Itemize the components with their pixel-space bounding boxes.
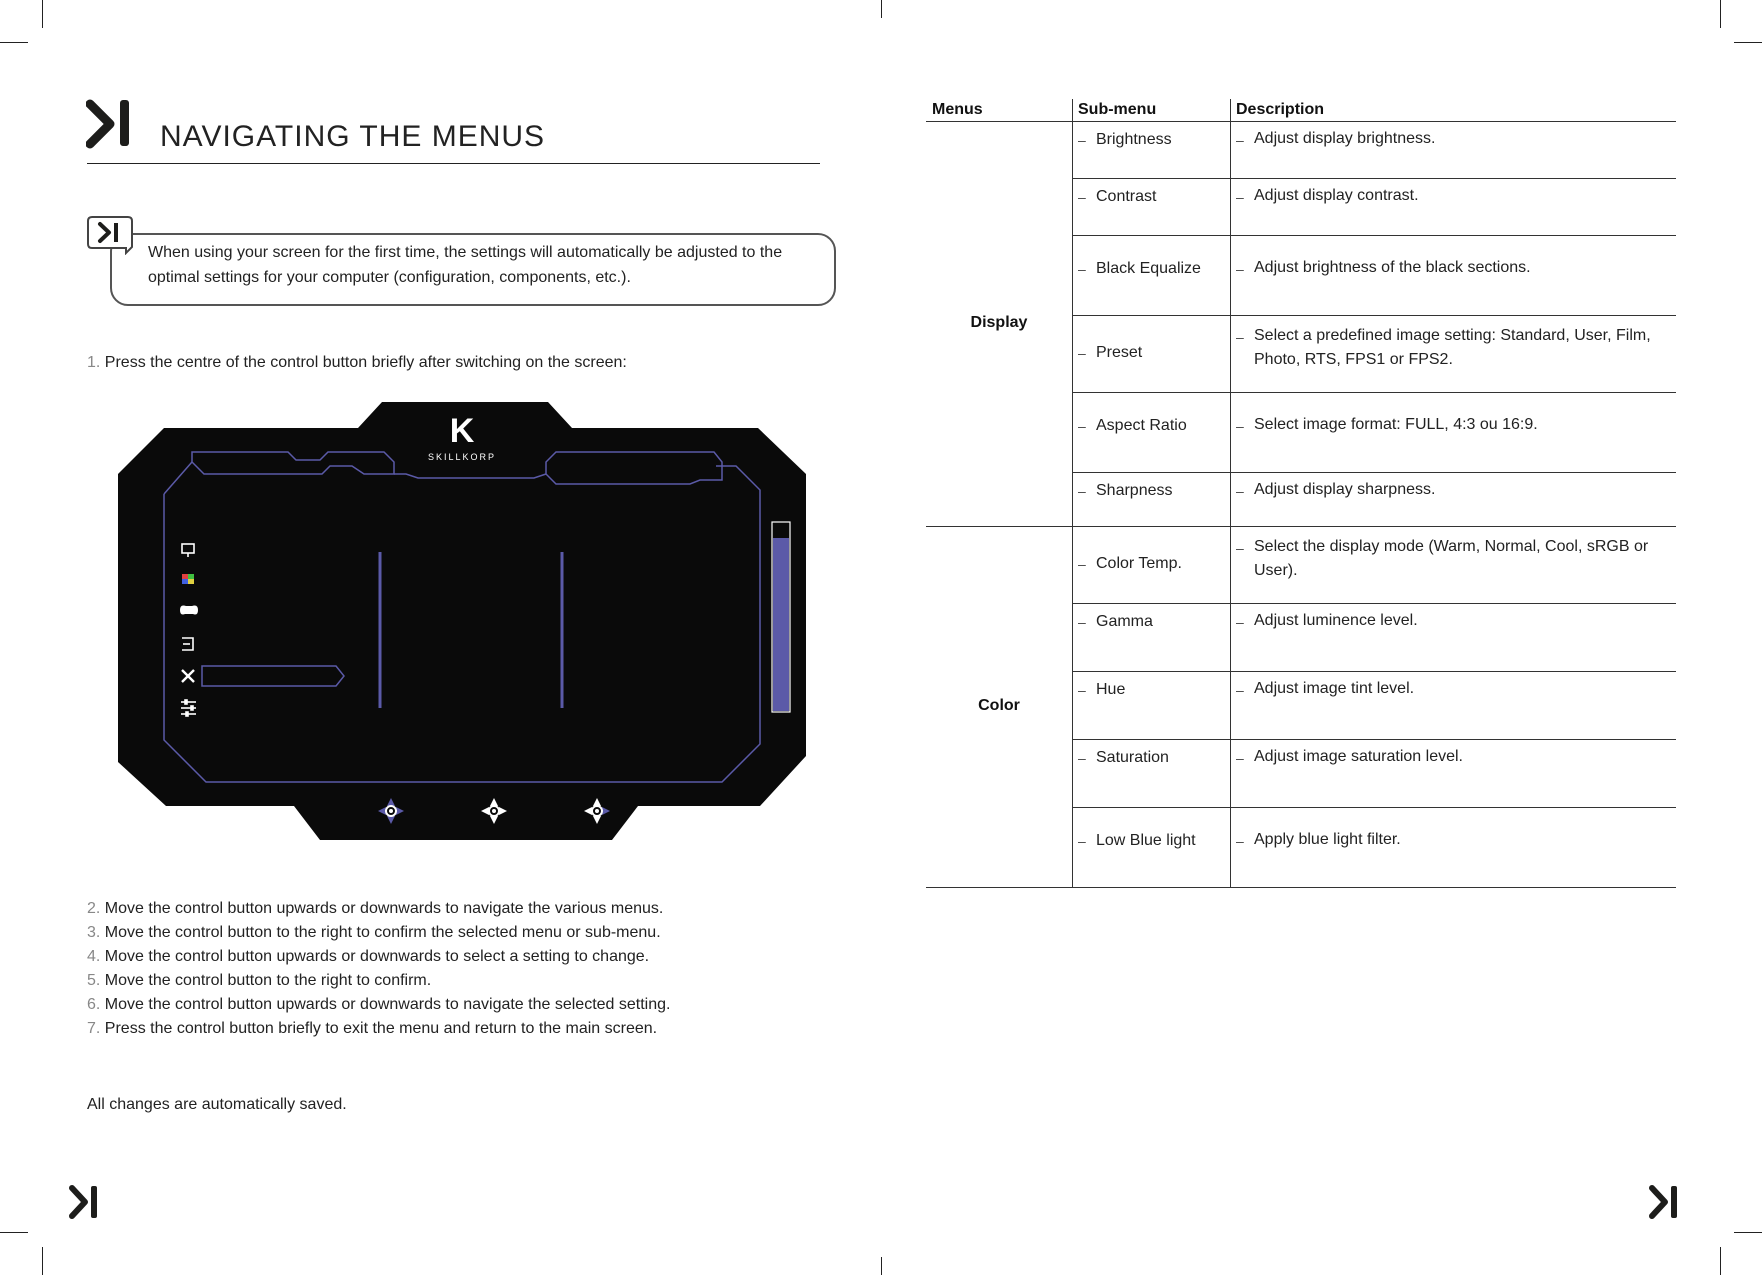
table-dash: – (1078, 833, 1086, 849)
crop-mark (881, 1257, 882, 1275)
table-dash: – (1236, 418, 1244, 434)
gamepad-icon (180, 606, 198, 615)
table-submenu-cell: Gamma (1096, 613, 1153, 630)
step-number: 2. (87, 900, 105, 917)
table-dash: – (1078, 189, 1086, 205)
table-submenu-cell: Low Blue light (1096, 832, 1196, 849)
page-title: NAVIGATING THE MENUS (160, 120, 546, 153)
table-submenu-cell: Color Temp. (1096, 555, 1182, 572)
step-text: Move the control button upwards or downwards to navigate the various menus. (104, 900, 664, 917)
table-dash: – (1236, 750, 1244, 766)
table-row-rule (1072, 739, 1676, 740)
table-row-rule (1072, 472, 1676, 473)
step-text: Press the centre of the control button briefly after switching on the screen: (104, 354, 627, 371)
brand-logo-icon (86, 98, 134, 150)
table-row-rule (1072, 671, 1676, 672)
osd-brand-name: SKILLKORP (427, 452, 497, 462)
crop-mark (881, 0, 882, 18)
step-number: 3. (87, 924, 105, 941)
crop-mark (1720, 0, 1721, 28)
table-submenu-cell: Hue (1096, 681, 1126, 698)
table-column-divider (1072, 99, 1073, 887)
table-dash: – (1078, 682, 1086, 698)
table-row-rule (1072, 392, 1676, 393)
table-description-cell: Select a predefined image setting: Standard, User, Film, Photo, RTS, FPS1 or FPS2. (1254, 327, 1651, 368)
step-text: Press the control button briefly to exit the menu and return to the main screen. (104, 1020, 658, 1037)
step-number: 5. (87, 972, 105, 989)
table-dash: – (1078, 345, 1086, 361)
sliders-icon (181, 700, 196, 716)
table-description-cell: Adjust display contrast. (1254, 187, 1419, 204)
table-dash: – (1078, 614, 1086, 630)
table-description-cell: Adjust luminence level. (1254, 612, 1418, 629)
table-submenu-cell: Brightness (1096, 131, 1172, 148)
table-dash: – (1078, 750, 1086, 766)
step-text: Move the control button to the right to confirm. (104, 972, 432, 989)
table-submenu-cell: Sharpness (1096, 482, 1173, 499)
table-submenu-cell: Saturation (1096, 749, 1169, 766)
table-dash: – (1236, 682, 1244, 698)
step-item (87, 924, 661, 942)
table-row-rule (1072, 315, 1676, 316)
title-divider (87, 163, 820, 164)
table-dash: – (1078, 483, 1086, 499)
table-dash: – (1236, 483, 1244, 499)
step-number: 1. (87, 354, 101, 371)
step-number: 6. (87, 996, 105, 1013)
crop-mark (0, 1232, 28, 1233)
step-item (87, 900, 663, 918)
table-description-cell: Adjust image saturation level. (1254, 748, 1463, 765)
footer-logo-icon (69, 1184, 101, 1220)
step-item (87, 972, 431, 990)
table-description-cell: Adjust display sharpness. (1254, 481, 1436, 498)
step-item (87, 996, 670, 1014)
table-description-cell: Adjust brightness of the black sections. (1254, 259, 1531, 276)
table-dash: – (1078, 261, 1086, 277)
crop-mark (1734, 1232, 1762, 1233)
table-menu-label: Display (970, 313, 1028, 331)
step-text: Move the control button upwards or downwards to navigate the selected setting. (104, 996, 671, 1013)
step-number: 4. (87, 948, 105, 965)
crop-mark (1720, 1247, 1721, 1275)
table-dash: – (1236, 540, 1244, 556)
footer-note: All changes are automatically saved. (87, 1096, 347, 1113)
table-description-cell: Adjust display brightness. (1254, 130, 1436, 147)
table-dash: – (1236, 329, 1244, 345)
color-icon (182, 574, 194, 584)
table-dash: – (1236, 261, 1244, 277)
table-dash: – (1078, 132, 1086, 148)
table-header-description: Description (1236, 101, 1325, 118)
step-item (87, 948, 649, 966)
table-description-cell: Select the display mode (Warm, Normal, Cool, sRGB or User). (1254, 538, 1649, 579)
table-row-rule (1072, 235, 1676, 236)
osd-brand-mark: K (449, 412, 475, 450)
table-submenu-cell: Aspect Ratio (1096, 417, 1187, 434)
table-group-rule (926, 887, 1676, 888)
table-description-cell: Apply blue light filter. (1254, 831, 1401, 848)
note-text: When using your screen for the first time, the settings will automatically be adjusted to the optimal settings for your computer (configuration, components, etc.). (148, 244, 783, 286)
note-logo-icon (86, 215, 136, 255)
table-column-divider (1230, 99, 1231, 887)
crop-mark (1734, 42, 1762, 43)
table-description-cell: Adjust image tint level. (1254, 680, 1415, 697)
step-text: Move the control button to the right to confirm the selected menu or sub-menu. (104, 924, 661, 941)
table-submenu-cell: Black Equalize (1096, 260, 1201, 277)
table-description-cell: Select image format: FULL, 4:3 ou 16:9. (1254, 416, 1538, 433)
table-row-rule (1072, 178, 1676, 179)
crop-mark (0, 42, 28, 43)
step-text: Move the control button upwards or downwards to select a setting to change. (104, 948, 650, 965)
step-item (87, 354, 627, 372)
table-dash: – (1078, 418, 1086, 434)
table-menu-label: Color (978, 696, 1020, 714)
table-header-submenu: Sub-menu (1078, 101, 1157, 118)
crop-mark (42, 1247, 43, 1275)
table-header-menus: Menus (932, 101, 983, 118)
table-dash: – (1078, 556, 1086, 572)
table-submenu-cell: Contrast (1096, 188, 1157, 205)
table-submenu-cell: Preset (1096, 344, 1143, 361)
table-dash: – (1236, 833, 1244, 849)
table-header-rule (926, 121, 1676, 122)
table-dash: – (1236, 189, 1244, 205)
crop-mark (42, 0, 43, 28)
step-number: 7. (87, 1020, 105, 1037)
step-item (87, 1020, 657, 1038)
table-dash: – (1236, 614, 1244, 630)
footer-logo-icon (1649, 1184, 1681, 1220)
table-row-rule (1072, 807, 1676, 808)
table-dash: – (1236, 132, 1244, 148)
table-row-rule (1072, 603, 1676, 604)
table-group-rule (926, 526, 1676, 527)
osd-illustration (116, 400, 806, 842)
